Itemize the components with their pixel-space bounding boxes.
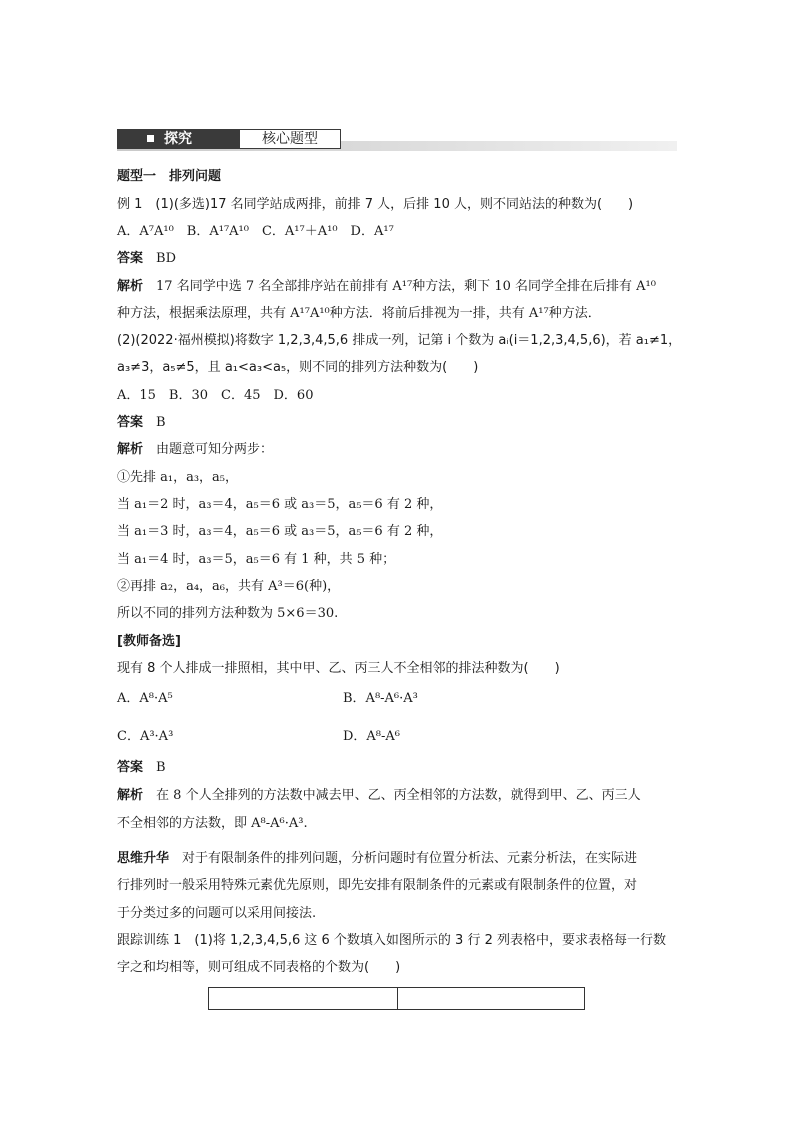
- ex1-analysis-line1: [117, 278, 656, 296]
- analysis-label: 解析: [117, 442, 144, 457]
- analysis-text: 在 8 个人全排列的方法数中减去甲、乙、丙全相邻的方法数，就得到甲、乙、丙三人: [156, 788, 641, 803]
- analysis-text: 17 名同学中选 7 名全部排序站在前排有 A¹⁷种方法，剩下 10 名同学全排在后排有 A¹⁰: [156, 279, 656, 294]
- analysis-label: 解析: [117, 788, 144, 803]
- banner-label-left: [117, 129, 239, 149]
- ex1-q2-line1: (2)(2022·福州模拟)将数字 1,2,3,4,5,6 排成一列，记第 i 个数为 aᵢ(i＝1,2,3,4,5,6)，若 a₁≠1，: [117, 333, 682, 348]
- answer-table: [208, 987, 585, 1010]
- teacher-option-a: A．A⁸·A⁵: [117, 691, 173, 706]
- ex1-q2-analysis-line6: ②再排 a₂，a₄，a₆，共有 A³＝6(种)，: [117, 579, 341, 594]
- thinking-line1: [117, 850, 637, 868]
- analysis-label: 解析: [117, 279, 144, 294]
- ex1-answer: [117, 250, 176, 268]
- answer-label: 答案: [117, 415, 144, 430]
- ex1-q2-analysis-line1: [117, 441, 273, 459]
- square-icon: [147, 135, 154, 142]
- thinking-line3: 于分类过多的问题可以采用间接法.: [117, 906, 317, 921]
- table-cell: [209, 988, 398, 1009]
- answer-value: B: [156, 415, 166, 430]
- answer-label: 答案: [117, 251, 144, 266]
- type1-title: 题型一 排列问题: [117, 169, 222, 184]
- teacher-answer: [117, 759, 166, 777]
- ex1-q2-analysis-line2: ①先排 a₁，a₃，a₅，: [117, 470, 239, 485]
- ex1-analysis-line2: 种方法，根据乘法原理，共有 A¹⁷A¹⁰种方法．将前后排视为一排，共有 A¹⁷种方法．: [117, 306, 601, 321]
- ex1-q2-line2: a₃≠3，a₅≠5，且 a₁<a₃<a₅，则不同的排列方法种数为( ): [117, 360, 479, 375]
- thinking-label: 思维升华: [117, 851, 170, 866]
- banner-left-text: 探究: [164, 131, 192, 147]
- banner-label-right: 核心题型: [239, 129, 341, 149]
- answer-value: B: [156, 760, 166, 775]
- teacher-analysis-line2: 不全相邻的方法数，即 A⁸-A⁶·A³.: [117, 816, 308, 831]
- ex1-options: A．A⁷A¹⁰ B．A¹⁷A¹⁰ C．A¹⁷＋A¹⁰ D．A¹⁷: [117, 224, 394, 239]
- ex1-q2-options: A．15 B．30 C．45 D．60: [117, 388, 314, 403]
- practice-line1: 跟踪训练 1 (1)将 1,2,3,4,5,6 这 6 个数填入如图所示的 3 行 2 列表格中，要求表格每一行数: [117, 933, 666, 948]
- section-banner: [117, 129, 677, 151]
- ex1-q2-analysis-line4: 当 a₁＝3 时，a₃＝4，a₅＝6 或 a₃＝5，a₅＝6 有 2 种，: [117, 524, 443, 539]
- teacher-option-b: B．A⁸-A⁶·A³: [343, 691, 418, 706]
- thinking-text: 对于有限制条件的排列问题，分析问题时有位置分析法、元素分析法，在实际进: [182, 851, 638, 866]
- ex1-q2-answer: [117, 414, 166, 432]
- analysis-text: 由题意可知分两步：: [156, 442, 274, 457]
- answer-label: 答案: [117, 760, 144, 775]
- teacher-label: [教师备选]: [117, 634, 181, 649]
- ex1-q2-analysis-line7: 所以不同的排列方法种数为 5×6＝30.: [117, 606, 339, 621]
- thinking-line2: 行排列时一般采用特殊元素优先原则，即先安排有限制条件的元素或有限制条件的位置，对: [117, 878, 638, 893]
- teacher-option-d: D．A⁸-A⁶: [343, 729, 401, 744]
- teacher-analysis-line1: [117, 787, 641, 805]
- ex1-question: 例 1 (1)(多选)17 名同学站成两排，前排 7 人，后排 10 人，则不同站法的种数为( ): [117, 197, 634, 212]
- ex1-q2-analysis-line5: 当 a₁＝4 时，a₃＝5，a₅＝6 有 1 种，共 5 种；: [117, 552, 396, 567]
- teacher-option-c: C．A³·A³: [117, 729, 174, 744]
- ex1-q2-analysis-line3: 当 a₁＝2 时，a₃＝4，a₅＝6 或 a₃＝5，a₅＝6 有 2 种，: [117, 497, 443, 512]
- practice-line2: 字之和均相等，则可组成不同表格的个数为( ): [117, 960, 401, 975]
- answer-value: BD: [156, 251, 177, 266]
- teacher-question: 现有 8 个人排成一排照相，其中甲、乙、丙三人不全相邻的排法种数为( ): [117, 661, 560, 676]
